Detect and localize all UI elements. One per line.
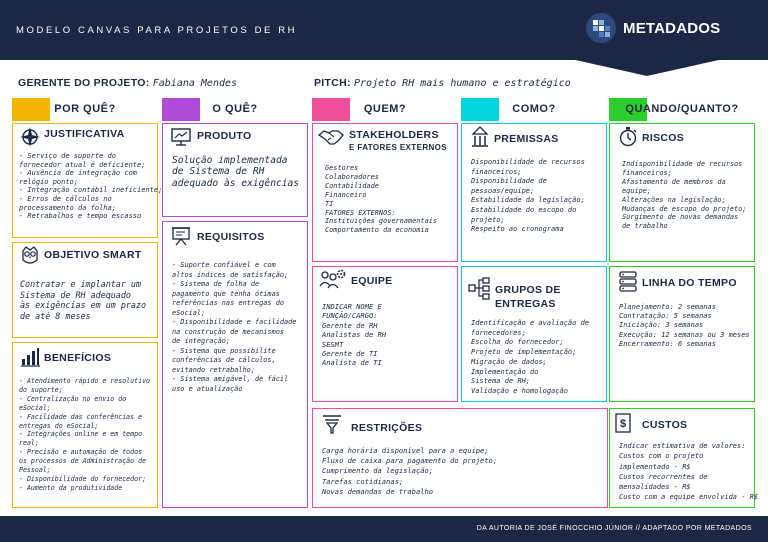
entregas-title: GRUPOS DE ENTREGAS: [495, 284, 561, 310]
presentation-icon: [170, 225, 192, 247]
requisitos-title: REQUISITOS: [197, 231, 265, 243]
entregas-text: Identificação e avaliação de fornecedores; Escolha do fornecedor; Projeto de implementação; Migração de dados; Implementação do Sistema de RH; Validação e homologação: [471, 319, 590, 395]
handshake-icon: [318, 125, 344, 149]
beneficios-title: BENEFÍCIOS: [44, 352, 112, 364]
column-header-quando: QUANDO/QUANTO?: [609, 98, 755, 121]
premissas-text: Disponibilidade de recursos financeiros; Disponibilidade de pessoas/equipe; Estabilidade da legislação; Estabilidade do escopo do projeto; Respeito ao cronograma: [471, 158, 585, 234]
custos-text: Indicar estimativa de valores: Custos com o projeto implementado - R$ Custos recorrentes de mensalidades - R$ Custo com a equipe envolvida - R$: [619, 442, 759, 502]
stakeholders-title: STAKEHOLDERS: [349, 129, 439, 141]
restricoes-title: RESTRIÇÕES: [351, 422, 423, 434]
funnel-icon: [321, 413, 343, 435]
svg-text:$: $: [619, 418, 627, 430]
stopwatch-icon: [617, 126, 639, 148]
restricoes-text: Carga horária disponível para a equipe; Fluxo de caixa para pagamento do projeto; Cumprimento da legislação; Tarefas cotidianas; Novas demandas de trabalho: [322, 446, 498, 496]
chart-icon: [19, 346, 41, 368]
tower-icon: [469, 126, 491, 148]
custos-box: [609, 408, 759, 508]
monitor-icon: [170, 126, 192, 148]
riscos-box: [609, 123, 755, 262]
logo-text: METADADOS: [623, 20, 721, 37]
equipe-text: INDICAR NOME E FUNÇÃO/CARGO: Gerente de RH Analistas de RH SESMT Gerente de TI Analista de TI: [322, 302, 387, 368]
stakeholders-text: Gestores Colaboradores Contabilidade Financeiro TI FATORES EXTERNOS: Instituições governamentais Comportamento da economia: [325, 164, 438, 235]
premissas-title: PREMISSAS: [494, 133, 559, 145]
project-pitch: [314, 77, 571, 89]
objetivo-box: [12, 242, 158, 338]
project-manager: [18, 77, 237, 89]
pitch-label: PITCH:: [314, 77, 351, 89]
entregas-box: [461, 266, 607, 402]
metadados-logo-icon: [584, 11, 618, 45]
page-title: MODELO CANVAS PARA PROJETOS DE RH: [16, 25, 298, 36]
linha-tempo-title: LINHA DO TEMPO: [642, 277, 737, 289]
beneficios-text: - Atendimento rápido e resolutivo do suporte; - Centralização no envio do eSocial; - Facilidade das conferências e entregas do eSocial; - Integrações online e em tempo real; - Precisão e automação de todos os processos de Administração de Pessoal; - Disponibilidade do fornecedor; - Aumento da produtividade: [19, 377, 151, 492]
dollar-icon: [613, 412, 635, 434]
produto-title: PRODUTO: [197, 130, 252, 142]
footer-bar: [0, 516, 768, 542]
linha-tempo-text: Planejamento: 2 semanas Contratação: 5 semanas Iniciação: 3 semanas Execução: 12 semanas ou 3 meses Encerramento: 6 semanas: [619, 303, 750, 348]
gerente-label: GERENTE DO PROJETO:: [18, 77, 150, 89]
justificativa-box: [12, 123, 163, 238]
riscos-text: Indisponibilidade de recursos financeiros; Afastamento de membros da equipe; Alterações na legislação; Mudanças de escopo do projeto; Surgimento de novas demandas de trabalho: [622, 160, 747, 231]
requisitos-text: - Suporte confiável e com altos índices de satisfação; - Sistema de folha de pagamento que tenha ótimas referências nas entregas do eSocial; - Disponibilidade e facilidade na construção de mecanismos de integração; - Sistema que possibilite conferências de cálculos, evitando retrabalho; - Sistema amigável, de fácil uso e atualização: [172, 261, 297, 393]
stakeholders-subtitle: E FATORES EXTERNOS: [349, 143, 448, 152]
restricoes-box: [312, 408, 608, 508]
pitch-value: Projeto RH mais humano e estratégico: [354, 78, 571, 89]
justificativa-title: JUSTIFICATIVA: [44, 128, 125, 140]
objetivo-text: Contratar e implantar um Sistema de RH adequado às exigências em um prazo de até 8 meses: [20, 279, 147, 321]
column-header-oque: O QUÊ?: [162, 98, 308, 121]
database-icon: [617, 270, 639, 292]
equipe-title: EQUIPE: [351, 275, 393, 287]
team-gears-icon: [318, 268, 346, 292]
beneficios-box: [12, 342, 158, 508]
gerente-value: Fabiana Mendes: [152, 78, 238, 89]
hierarchy-icon: [467, 276, 491, 300]
footer-credit: DA AUTORIA DE JOSÉ FINOCCHIO JÚNIOR // ADAPTADO POR METADADOS: [476, 525, 752, 532]
linha-tempo-box: [609, 266, 755, 402]
justificativa-text: - Serviço de suporte do fornecedor atual é deficiente; - Ausência de integração com relógio ponto; - Integração contábil ineficiente; - Erros de cálculos no processamento da folha; - Retrabalhos e tempo escasso: [19, 152, 163, 221]
objetivo-title: OBJETIVO SMART: [44, 249, 142, 261]
custos-title: CUSTOS: [642, 419, 688, 431]
stakeholders-box: [312, 123, 458, 262]
equipe-box: [312, 266, 458, 402]
riscos-title: RISCOS: [642, 132, 685, 144]
column-header-quem: QUEM?: [312, 98, 458, 121]
produto-box: [162, 123, 308, 217]
owl-icon: [19, 245, 41, 267]
column-header-como: COMO?: [461, 98, 607, 121]
premissas-box: [461, 123, 607, 262]
requisitos-box: [162, 221, 308, 508]
compass-icon: [19, 126, 41, 148]
column-header-porque: POR QUÊ?: [12, 98, 158, 121]
produto-text: Solução implementada de Sistema de RH adequado às exigências: [172, 155, 300, 189]
